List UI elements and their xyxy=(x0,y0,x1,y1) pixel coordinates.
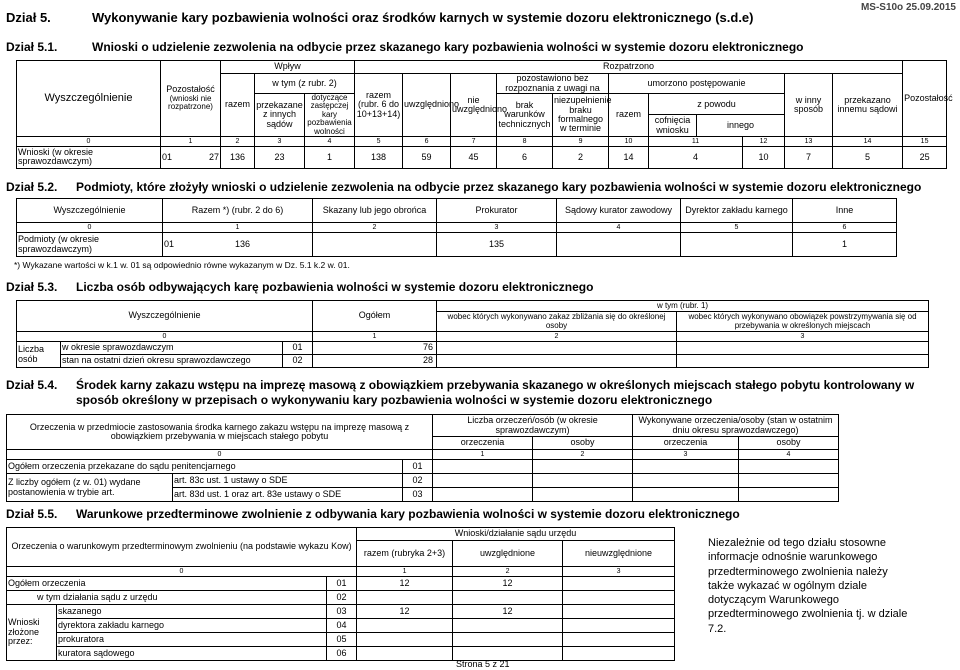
s54-cell xyxy=(533,474,633,488)
s53-cell: 28 xyxy=(313,355,437,368)
colnum: 9 xyxy=(553,136,609,146)
s53-cell xyxy=(677,342,929,355)
s54-cell xyxy=(433,488,533,502)
s55-cell xyxy=(357,647,453,661)
colnum: 1 xyxy=(357,567,453,577)
s51-cell: 138 xyxy=(355,146,403,168)
s51-colnums-row xyxy=(17,136,947,146)
s53-title: Liczba osób odbywających karę pozbawienia wolności w systemie dozoru elektronicznego xyxy=(76,280,594,294)
s53-colnums-row xyxy=(17,332,929,342)
s54-colnums-row xyxy=(7,450,839,460)
s53-cell: 76 xyxy=(313,342,437,355)
s51-cell: 59 xyxy=(403,146,451,168)
s55-title: Warunkowe przedterminowe zwolnienie z odbywania kary pozbawienia wolności w systemie dozoru elektronicznego xyxy=(76,507,740,521)
s53-row-label: w okresie sprawozdawczym xyxy=(61,342,283,355)
s55-row-label: dyrektora zakładu karnego xyxy=(57,619,327,633)
s54-col-orzeczenia: orzeczenia xyxy=(433,437,533,450)
s51-cell: 2 xyxy=(553,146,609,168)
s52-col-razem: Razem *) (rubr. 2 do 6) xyxy=(163,199,313,223)
colnum: 2 xyxy=(533,450,633,460)
s55-row-label: kuratora sądowego xyxy=(57,647,327,661)
s54-cell xyxy=(633,474,739,488)
s55-cell: 12 xyxy=(357,605,453,619)
colnum: 13 xyxy=(785,136,833,146)
colnum: 3 xyxy=(633,450,739,460)
s51-col-niezupelnienie: niezupełnienie braku formalnego w terminie xyxy=(553,94,609,137)
s52-cell: 1 xyxy=(793,233,897,257)
row-number: 01 xyxy=(403,460,433,474)
row-number: 01 xyxy=(162,151,173,162)
s55-table xyxy=(6,527,675,661)
s55-cell xyxy=(453,591,563,605)
s52-col-inne: Inne xyxy=(793,199,897,223)
s51-col-brak: brak warunków technicznych xyxy=(497,94,553,137)
s51-col-umorzono-razem: razem xyxy=(609,94,649,137)
s54-cell xyxy=(739,488,839,502)
s52-colnums-row xyxy=(17,223,897,233)
s54-col-liczba: Liczba orzeczeń/osób (w okresie sprawozdawczym) xyxy=(433,415,633,437)
s55-cell: 12 xyxy=(453,577,563,591)
colnum: 1 xyxy=(433,450,533,460)
colnum: 5 xyxy=(355,136,403,146)
s52-number: Dział 5.2. xyxy=(6,180,58,194)
colnum: 0 xyxy=(7,567,357,577)
s53-table xyxy=(16,300,929,368)
s53-group-label: Liczba osób xyxy=(17,342,61,368)
s54-row-label: art. 83d ust. 1 oraz art. 83e ustawy o SDE xyxy=(173,488,403,502)
s55-colnums-row xyxy=(7,567,675,577)
table-row xyxy=(7,605,675,619)
s55-row-label: Ogółem orzeczenia xyxy=(7,577,327,591)
s55-cell xyxy=(563,647,675,661)
row-number: 02 xyxy=(283,355,313,368)
s53-col-obowiazek: wobec których wykonywano obowiązek powstrzymywania się od przebywania w określonych miejscach xyxy=(677,312,929,332)
s51-cell: 136 xyxy=(221,146,255,168)
s51-col-przekazane: przekazane z innych sądów xyxy=(255,94,305,137)
colnum: 2 xyxy=(453,567,563,577)
colnum: 2 xyxy=(313,223,437,233)
row-number: 03 xyxy=(327,605,357,619)
row-number: 01 xyxy=(283,342,313,355)
form-code: MS-S10o 25.09.2015 xyxy=(860,2,956,13)
s55-col-spec: Orzeczenia o warunkowym przedterminowym zwolnieniu (na podstawie wykazu Kow) xyxy=(7,528,357,567)
s54-col-osoby: osoby xyxy=(533,437,633,450)
row-number: 01 xyxy=(327,577,357,591)
s51-col-pozostalosc: Pozostałość (wnioski nie rozpatrzone) xyxy=(161,61,221,137)
s52-cell: 135 xyxy=(437,233,557,257)
colnum: 4 xyxy=(305,136,355,146)
s54-number: Dział 5.4. xyxy=(6,378,58,392)
s55-row-label: w tym działania sądu z urzędu xyxy=(7,591,327,605)
colnum: 14 xyxy=(833,136,903,146)
s55-number: Dział 5.5. xyxy=(6,507,58,521)
s55-cell xyxy=(357,633,453,647)
colnum: 11 xyxy=(649,136,743,146)
s51-cell: 7 xyxy=(785,146,833,168)
s52-cell: 01 136 xyxy=(163,233,313,257)
s51-cell: 14 xyxy=(609,146,649,168)
s54-cell xyxy=(433,460,533,474)
s55-group-label: Wnioski złożone przez: xyxy=(7,605,57,661)
s51-cell: 6 xyxy=(497,146,553,168)
s54-col-osoby: osoby xyxy=(739,437,839,450)
s52-cell xyxy=(681,233,793,257)
s51-col-dotyczace: dotyczące zastępczej kary pozbawienia wolności xyxy=(305,94,355,137)
s52-col-prokurator: Prokurator xyxy=(437,199,557,223)
row-number: 04 xyxy=(327,619,357,633)
s53-row-label: stan na ostatni dzień okresu sprawozdawczego xyxy=(61,355,283,368)
table-row xyxy=(17,342,929,355)
s55-cell: 12 xyxy=(453,605,563,619)
s52-col-spec: Wyszczególnienie xyxy=(17,199,163,223)
s51-cell: 10 xyxy=(743,146,785,168)
colnum: 1 xyxy=(161,136,221,146)
s54-cell xyxy=(533,460,633,474)
s54-cell xyxy=(433,474,533,488)
s54-row-label: Ogółem orzeczenia przekazane do sądu penitencjarnego xyxy=(7,460,403,474)
colnum: 3 xyxy=(437,223,557,233)
colnum: 4 xyxy=(739,450,839,460)
s51-col-spec: Wyszczególnienie xyxy=(17,61,161,137)
s55-cell xyxy=(453,633,563,647)
table-row xyxy=(7,633,675,647)
colnum: 2 xyxy=(437,332,677,342)
s53-col-ogolem: Ogółem xyxy=(313,301,437,332)
s51-col-pozostalosc2: Pozostałość xyxy=(903,61,947,137)
s51-cell: 23 xyxy=(255,146,305,168)
s55-row-label: prokuratora xyxy=(57,633,327,647)
s51-table xyxy=(16,60,953,169)
s54-col-wykonywane: Wykonywane orzeczenia/osoby (stan w ostatnim dniu okresu sprawozdawczego) xyxy=(633,415,839,437)
s55-cell xyxy=(563,633,675,647)
s55-cell xyxy=(357,591,453,605)
s55-cell xyxy=(563,605,675,619)
s55-cell xyxy=(357,619,453,633)
s54-col-orzeczenia: orzeczenia xyxy=(633,437,739,450)
s52-col-dyrektor: Dyrektor zakładu karnego xyxy=(681,199,793,223)
s52-row-label: Podmioty (w okresie sprawozdawczym) xyxy=(17,233,163,257)
s55-cell: 12 xyxy=(357,577,453,591)
colnum: 3 xyxy=(563,567,675,577)
s53-col-zakaz: wobec których wykonywano zakaz zbliżania się do określonej osoby xyxy=(437,312,677,332)
colnum: 12 xyxy=(743,136,785,146)
s53-col-wtym: w tym (rubr. 1) xyxy=(437,301,929,312)
s54-cell xyxy=(633,460,739,474)
table-row xyxy=(7,577,675,591)
s51-col-rozpatrzono: Rozpatrzono xyxy=(355,61,903,74)
s55-side-note: Niezależnie od tego działu stosowne informacje odnośnie warunkowego przedterminowego zwolnienia należy także wykazać w ogólnym dziale dotyczącym Warunkowego przedterminowego zwolnienia tj. w dziale 7.2. xyxy=(708,537,908,635)
colnum: 6 xyxy=(403,136,451,146)
s51-cell: 5 xyxy=(833,146,903,168)
s51-cell: 01 27 xyxy=(161,146,221,168)
table-row xyxy=(17,233,897,257)
s52-table xyxy=(16,198,897,257)
s51-col-wplyw: Wpływ xyxy=(221,61,355,74)
s54-table xyxy=(6,414,839,502)
page-number: Strona 5 z 21 xyxy=(456,659,510,669)
s55-row-label: skazanego xyxy=(57,605,327,619)
colnum: 2 xyxy=(221,136,255,146)
s53-cell xyxy=(677,355,929,368)
s51-row-label: Wnioski (w okresie sprawozdawczym) xyxy=(17,146,161,168)
s51-cell: 45 xyxy=(451,146,497,168)
s51-col-razem-r: razem (rubr. 6 do 10+13+14) xyxy=(355,74,403,137)
s51-col-uwzgl: uwzględniono xyxy=(403,74,451,137)
s51-cell: 1 xyxy=(305,146,355,168)
s51-col-zpowodu: z powodu xyxy=(649,94,785,115)
s52-col-kurator: Sądowy kurator zawodowy xyxy=(557,199,681,223)
colnum: 0 xyxy=(17,136,161,146)
s55-cell xyxy=(563,591,675,605)
s51-col-przekazano: przekazano innemu sądowi xyxy=(833,74,903,137)
table-row xyxy=(7,647,675,661)
row-number: 02 xyxy=(327,591,357,605)
s55-col-nieuwzgl: nieuwzględnione xyxy=(563,541,675,567)
colnum: 6 xyxy=(793,223,897,233)
s53-cell xyxy=(437,355,677,368)
colnum: 7 xyxy=(451,136,497,146)
table-row xyxy=(7,591,675,605)
row-number: 01 xyxy=(164,238,175,249)
colnum: 10 xyxy=(609,136,649,146)
s51-col-nieuwzgl: nie uwzględniono xyxy=(451,74,497,137)
row-number: 03 xyxy=(403,488,433,502)
s53-cell xyxy=(437,342,677,355)
s52-title: Podmioty, które złożyły wnioski o udzielenie zezwolenia na odbycie przez skazanego kary pozbawienia wolności w systemie dozoru elektronicznego xyxy=(76,180,922,194)
s52-col-skazany: Skazany lub jego obrońca xyxy=(313,199,437,223)
s51-cell: 4 xyxy=(649,146,743,168)
s54-cell xyxy=(739,460,839,474)
s51-number: Dział 5.1. xyxy=(6,40,58,54)
s54-cell xyxy=(739,474,839,488)
s55-cell xyxy=(563,619,675,633)
s51-cell: 25 xyxy=(903,146,947,168)
section-title: Wykonywanie kary pozbawienia wolności oraz środków karnych w systemie dozoru elektronicznego (s.d.e) xyxy=(92,10,754,25)
s52-cell xyxy=(313,233,437,257)
s55-cell xyxy=(563,577,675,591)
s52-footnote: *) Wykazane wartości w k.1 w. 01 są odpowiednio równe wykazanym w Dz. 5.1 k.2 w. 01. xyxy=(14,260,350,270)
colnum: 0 xyxy=(7,450,433,460)
s55-col-wnioski: Wnioski/działanie sądu urzędu xyxy=(357,528,675,541)
s53-number: Dział 5.3. xyxy=(6,280,58,294)
table-row xyxy=(17,146,947,168)
s55-col-uwzgl: uwzględnione xyxy=(453,541,563,567)
colnum: 0 xyxy=(17,332,313,342)
s54-cell xyxy=(633,488,739,502)
s55-cell xyxy=(453,619,563,633)
s55-col-razem: razem (rubryka 2+3) xyxy=(357,541,453,567)
colnum: 8 xyxy=(497,136,553,146)
s54-col-spec: Orzeczenia w przedmiocie zastosowania środka karnego zakazu wstępu na imprezę masową z obowiązkiem przebywania w miejscach stałego pobytu xyxy=(7,415,433,450)
s54-group-label: Z liczby ogółem (z w. 01) wydane postanowienia w trybie art. xyxy=(7,474,173,502)
row-number: 06 xyxy=(327,647,357,661)
s51-col-innego: innego xyxy=(697,115,785,136)
s51-col-winny: w inny sposób xyxy=(785,74,833,137)
row-number: 02 xyxy=(403,474,433,488)
colnum: 0 xyxy=(17,223,163,233)
table-row xyxy=(7,619,675,633)
colnum: 3 xyxy=(677,332,929,342)
s54-row-label: art. 83c ust. 1 ustawy o SDE xyxy=(173,474,403,488)
s54-cell xyxy=(533,488,633,502)
colnum: 3 xyxy=(255,136,305,146)
row-number: 05 xyxy=(327,633,357,647)
colnum: 15 xyxy=(903,136,947,146)
table-row xyxy=(17,355,929,368)
s53-col-spec: Wyszczególnienie xyxy=(17,301,313,332)
s51-col-razem: razem xyxy=(221,74,255,137)
table-row xyxy=(7,460,839,474)
s54-title: Środek karny zakazu wstępu na imprezę masową z obowiązkiem przebywania skazanego w określonych miejscach stałego pobytu kontrolowany w sposób określony w przepisach o wykonywaniu kary pozbawienia wolności w systemie dozoru elektronicznego xyxy=(76,378,915,407)
s51-col-cofniecia: cofnięcia wniosku xyxy=(649,115,697,136)
s51-col-umorzono: umorzono postępowanie xyxy=(609,74,785,94)
s51-col-pozostawiono: pozostawiono bez rozpoznania z uwagi na xyxy=(497,74,609,94)
colnum: 1 xyxy=(313,332,437,342)
colnum: 5 xyxy=(681,223,793,233)
colnum: 1 xyxy=(163,223,313,233)
table-row xyxy=(7,474,839,488)
section-number: Dział 5. xyxy=(6,10,51,25)
s51-col-wtym: w tym (z rubr. 2) xyxy=(255,74,355,94)
s52-cell xyxy=(557,233,681,257)
s51-title: Wnioski o udzielenie zezwolenia na odbycie przez skazanego kary pozbawienia wolności w systemie dozoru elektronicznego xyxy=(92,40,804,54)
colnum: 4 xyxy=(557,223,681,233)
